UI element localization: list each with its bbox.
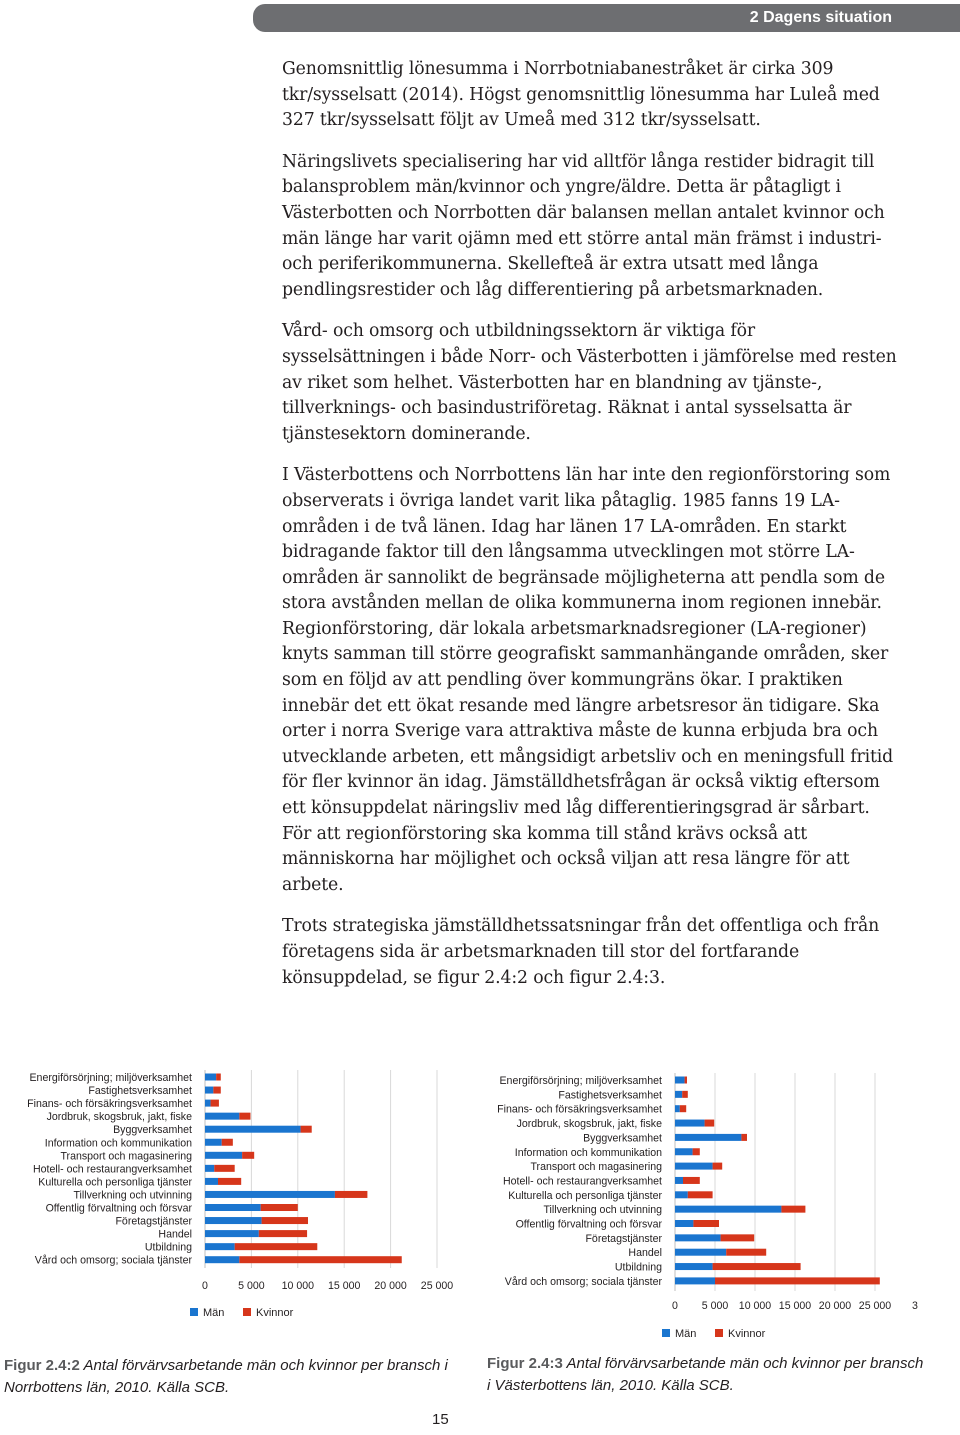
bar-kvinnor xyxy=(259,1230,307,1237)
chart-vasterbotten-svg xyxy=(470,1071,945,1346)
category-label: Information och kommunikation xyxy=(514,1146,662,1159)
bar-kvinnor xyxy=(218,1178,241,1185)
bar-man xyxy=(205,1230,259,1237)
bar-kvinnor xyxy=(262,1217,308,1224)
bar-man xyxy=(205,1165,214,1172)
page-number: 15 xyxy=(432,1411,449,1428)
bar-man xyxy=(675,1191,688,1198)
bar-man xyxy=(675,1077,685,1084)
category-label: Utbildning xyxy=(144,1241,192,1254)
tick-label: 0 xyxy=(672,1300,678,1312)
figure-number: Figur 2.4:2 xyxy=(4,1357,80,1374)
bar-kvinnor xyxy=(726,1249,766,1256)
category-label: Tillverkning och utvinning xyxy=(73,1189,192,1202)
legend-label: Kvinnor xyxy=(728,1328,766,1340)
category-label: Hotell- och restaurangverksamhet xyxy=(33,1163,192,1176)
legend-swatch-man xyxy=(662,1329,670,1337)
category-label: Vård och omsorg; sociala tjänster xyxy=(504,1275,662,1288)
category-label: Jordbruk, skogsbruk, jakt, fiske xyxy=(46,1111,192,1124)
bar-kvinnor xyxy=(715,1277,880,1284)
bar-man xyxy=(205,1204,261,1211)
bar-man xyxy=(205,1217,262,1224)
tick-label: 0 xyxy=(202,1280,208,1292)
bar-kvinnor xyxy=(211,1100,219,1107)
bar-man xyxy=(205,1113,239,1120)
bar-kvinnor xyxy=(680,1105,686,1112)
bar-kvinnor xyxy=(688,1191,713,1198)
legend-label: Män xyxy=(203,1307,225,1319)
bar-man xyxy=(675,1249,726,1256)
category-label: Kulturella och personliga tjänster xyxy=(38,1176,192,1189)
bar-man xyxy=(205,1074,216,1081)
category-label: Företagstjänster xyxy=(115,1215,192,1228)
category-label: Kulturella och personliga tjänster xyxy=(508,1189,662,1202)
tick-label: 15 000 xyxy=(327,1280,361,1292)
bar-kvinnor xyxy=(216,1074,221,1081)
bar-man xyxy=(205,1087,213,1094)
bar-kvinnor xyxy=(213,1087,220,1094)
body-text xyxy=(282,57,902,1007)
bar-kvinnor xyxy=(222,1139,233,1146)
category-label: Byggverksamhet xyxy=(113,1124,192,1137)
category-label: Transport och magasinering xyxy=(530,1161,662,1174)
bar-kvinnor xyxy=(242,1152,254,1159)
category-label: Vård och omsorg; sociala tjänster xyxy=(34,1254,192,1267)
category-label: Företagstjänster xyxy=(585,1232,662,1245)
bar-man xyxy=(205,1191,335,1198)
section-title: 2 Dagens situation xyxy=(749,9,892,26)
bar-man xyxy=(675,1277,715,1284)
paragraph: Trots strategiska jämställdhetssatsningar från det offentliga och från företagens sida är arbetsmarknaden till stor del fortfarande könsuppdelad, se figur 2.4:2 och figur 2.4:3. xyxy=(282,916,880,988)
chart-norrbotten-svg xyxy=(0,1068,470,1328)
tick-label: 15 000 xyxy=(778,1300,812,1312)
category-label: Transport och magasinering xyxy=(60,1150,192,1163)
bar-man xyxy=(675,1163,713,1170)
tick-label: 20 000 xyxy=(374,1280,407,1292)
bar-kvinnor xyxy=(721,1234,755,1241)
bar-kvinnor xyxy=(781,1206,805,1213)
bar-kvinnor xyxy=(239,1256,401,1263)
category-label: Byggverksamhet xyxy=(583,1132,662,1145)
bar-kvinnor xyxy=(235,1243,318,1250)
figure-caption-text: Antal förvärvsarbetande män och kvinnor per bransch i Norrbottens län, 2010. Källa SCB. xyxy=(4,1357,448,1396)
paragraph: Genomsnittlig lönesumma i Norrbotniabanestråket är cirka 309 tkr/sysselsatt (2014). Högst genomsnittlig lönesumma har Luleå med 327 tkr/sysselsatt följt av Umeå med 312 tkr/sysselsatt. xyxy=(282,59,880,131)
bar-kvinnor xyxy=(261,1204,298,1211)
tick-label: 3 xyxy=(912,1300,918,1312)
bar-kvinnor xyxy=(682,1091,688,1098)
tick-label: 25 000 xyxy=(858,1300,892,1312)
tick-label: 10 000 xyxy=(281,1280,315,1292)
tick-label: 10 000 xyxy=(738,1300,772,1312)
bar-man xyxy=(675,1091,682,1098)
category-label: Energiförsörjning; miljöverksamhet xyxy=(499,1075,662,1087)
bar-man xyxy=(675,1120,705,1127)
tick-label: 25 000 xyxy=(420,1280,454,1292)
bar-man xyxy=(205,1152,242,1159)
tick-label: 20 000 xyxy=(818,1300,852,1312)
category-label: Information och kommunikation xyxy=(44,1137,192,1150)
bar-man xyxy=(675,1134,741,1141)
chart-norrbotten xyxy=(0,1068,470,1328)
bar-kvinnor xyxy=(713,1263,801,1270)
bar-kvinnor xyxy=(705,1120,715,1127)
bar-kvinnor xyxy=(683,1177,700,1184)
paragraph: Vård- och omsorg och utbildningssektorn är viktiga för sysselsättningen i både Norr- och Västerbotten i jämförelse med resten av riket som helhet. Västerbotten har en blandning av tjänste-, tillverknings- och basindustriföretag. Räknat i antal sysselsatta är tjänstesektorn dominerande. xyxy=(282,321,897,444)
chart-vasterbotten xyxy=(470,1071,945,1346)
bar-kvinnor xyxy=(713,1163,723,1170)
paragraph: Näringslivets specialisering har vid alltför långa restider bidragit till balansproblem män/kvinnor och yngre/äldre. Detta är påtagligt i Västerbotten och Norrbotten där balansen mellan antalet kvinnor och män länge har varit ojämn med ett större antal män främst i industri- och periferikommunerna. Skellefteå är extra utsatt med långa pendlingsrestider och låg differentiering på arbetsmarknaden. xyxy=(282,151,885,300)
bar-kvinnor xyxy=(335,1191,367,1198)
category-label: Offentlig förvaltning och försvar xyxy=(45,1202,192,1215)
category-label: Finans- och försäkringsverksamhet xyxy=(27,1098,192,1111)
category-label: Energiförsörjning; miljöverksamhet xyxy=(29,1072,192,1084)
category-label: Fastighetsverksamhet xyxy=(558,1089,662,1102)
bar-man xyxy=(205,1126,301,1133)
category-label: Jordbruk, skogsbruk, jakt, fiske xyxy=(516,1118,662,1131)
category-label: Handel xyxy=(158,1228,192,1241)
bar-man xyxy=(675,1220,693,1227)
bar-kvinnor xyxy=(301,1126,312,1133)
category-label: Tillverkning och utvinning xyxy=(543,1204,662,1217)
legend-label: Män xyxy=(675,1328,697,1340)
legend-swatch-man xyxy=(190,1308,198,1316)
bar-kvinnor xyxy=(741,1134,747,1141)
bar-kvinnor xyxy=(214,1165,234,1172)
category-label: Fastighetsverksamhet xyxy=(88,1085,192,1098)
bar-man xyxy=(675,1105,680,1112)
bar-man xyxy=(675,1263,713,1270)
category-label: Finans- och försäkringsverksamhet xyxy=(497,1103,662,1116)
paragraph: I Västerbottens och Norrbottens län har inte den regionförstoring som observerats i övriga landet varit lika påtaglig. 1985 fanns 19 LA-områden i de två länen. Idag har länen 17 LA-områden. En starkt bidragande faktor till den långsamma utvecklingen mot större LA-områden är sannolikt de begränsade möjligheterna att pendla som de stora avstånden mellan de olika kommunerna inom regionen innebär. Regionförstoring, där lokala arbetsmarknadsregioner (LA-regioner) knyts samman till större geografiskt sammanhängande områden, sker som en följd av att pendling över kommungräns ökar. I praktiken innebär det ett ökat resande med längre arbetsresor än tidigare. Ska orter i norra Sverige vara attraktiva måste de kunna erbjuda bra och utvecklande arbeten, ett mångsidigt arbetsliv och en meningsfull fritid för fler kvinnor än idag. Jämställdhetsfrågan är också viktig eftersom ett könsuppdelat näringsliv med låg differentieringsgrad är sårbart. För att regionförstoring ska komma till stånd krävs också att människorna har möjlighet och också viljan att resa längre för att arbete. xyxy=(282,465,894,895)
bar-man xyxy=(205,1256,239,1263)
bar-kvinnor xyxy=(693,1220,719,1227)
bar-man xyxy=(205,1178,218,1185)
bar-man xyxy=(675,1177,683,1184)
category-label: Handel xyxy=(628,1247,662,1260)
category-label: Utbildning xyxy=(614,1261,662,1274)
figure-number: Figur 2.4:3 xyxy=(487,1355,563,1372)
figure-caption-norrbotten xyxy=(4,1355,464,1399)
legend-swatch-kvinnor xyxy=(715,1329,723,1337)
tick-label: 5 000 xyxy=(701,1300,729,1312)
legend-label: Kvinnor xyxy=(256,1307,294,1319)
tick-label: 5 000 xyxy=(238,1280,265,1292)
bar-man xyxy=(205,1243,235,1250)
category-label: Hotell- och restaurangverksamhet xyxy=(503,1175,662,1188)
figure-caption-text: Antal förvärvsarbetande män och kvinnor per bransch i Västerbottens län, 2010. Källa SCB. xyxy=(487,1355,924,1394)
bar-kvinnor xyxy=(685,1077,687,1084)
bar-man xyxy=(675,1148,693,1155)
bar-man xyxy=(675,1234,721,1241)
bar-kvinnor xyxy=(693,1148,700,1155)
bar-man xyxy=(205,1100,211,1107)
legend-swatch-kvinnor xyxy=(243,1308,251,1316)
bar-kvinnor xyxy=(239,1113,250,1120)
category-label: Offentlig förvaltning och försvar xyxy=(515,1218,662,1231)
figure-caption-vasterbotten xyxy=(487,1353,927,1397)
bar-man xyxy=(205,1139,222,1146)
bar-man xyxy=(675,1206,781,1213)
